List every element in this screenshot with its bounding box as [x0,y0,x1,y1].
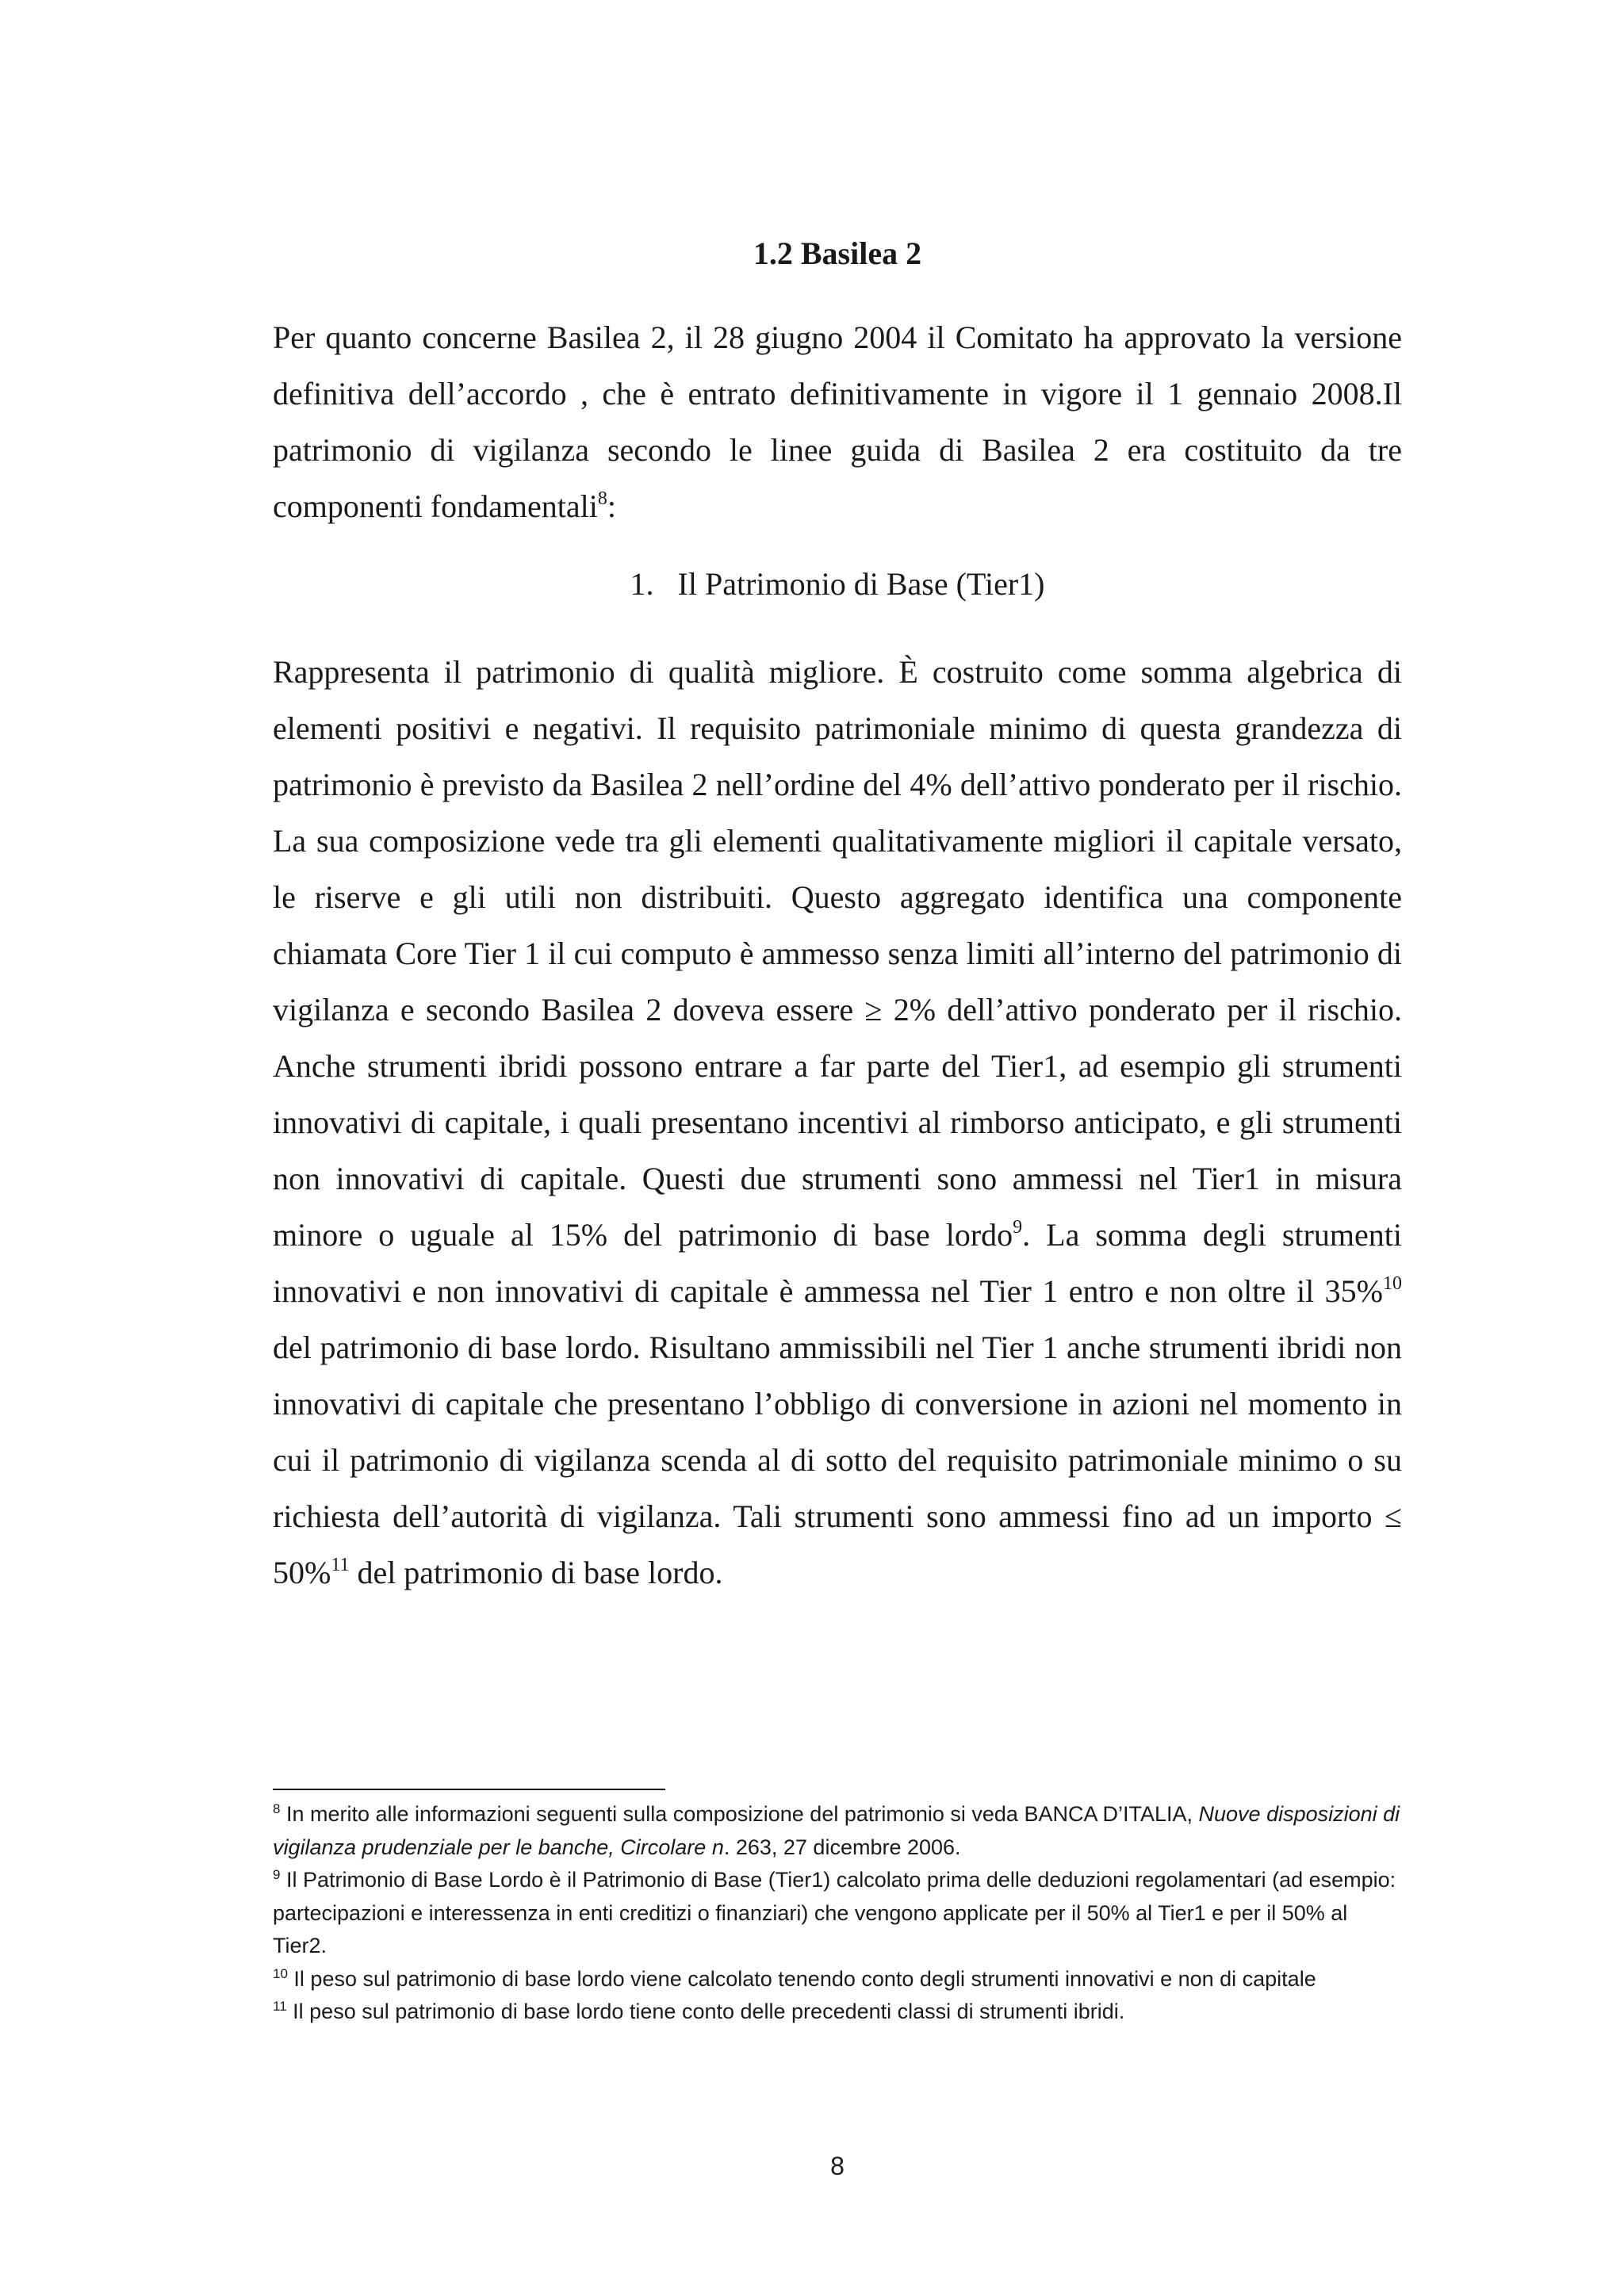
footnote-number: 9 [273,1867,281,1882]
intro-paragraph [273,309,1402,534]
footnote-text: Il peso sul patrimonio di base lordo tiene conto delle precedenti classi di strumenti ibridi. [286,1999,1125,2023]
footnote-ref-9: 9 [1013,1217,1023,1238]
main-paragraph [273,644,1402,1601]
footnote-number: 8 [273,1801,281,1816]
footnote-separator [273,1789,665,1790]
main-text-part3: del patrimonio di base lordo. Risultano ammissibili nel Tier 1 anche strumenti ibridi non innovativi di capitale che presentano l’obbligo di conversione in azioni nel momento in cui il patrimonio di vigilanza scenda al di sotto del requisito patrimoniale minimo o su richiesta dell’autorità di vigilanza. Tali strumenti sono ammessi fino ad un importo ≤ 50% [273,1330,1402,1590]
list-item-number: 1. [630,566,654,602]
main-text-part2: . La somma degli strumenti innovativi e non innovativi di capitale è ammessa nel Tier 1 entro e non oltre il 35% [273,1217,1402,1309]
footnote-number: 11 [273,1999,287,2014]
footnote-11 [273,1996,1402,2029]
footnote-ref-10: 10 [1383,1273,1402,1294]
footnote-8 [273,1798,1402,1864]
list-item-label: Il Patrimonio di Base (Tier1) [677,566,1045,602]
footnote-ref-8: 8 [597,488,607,509]
footnote-text: Il Patrimonio di Base Lordo è il Patrimonio di Base (Tier1) calcolato prima delle deduzioni regolamentari (ad esempio: partecipazioni e interessenza in enti creditizi o finanziari) che vengono applicate per il 50% al Tier1 e per il 50% al Tier2. [273,1868,1396,1957]
document-page [273,0,1402,2296]
footnote-10 [273,1963,1402,1996]
footnote-ref-11: 11 [331,1555,350,1575]
footnote-9 [273,1864,1402,1963]
list-item-tier1 [273,564,1402,605]
footnote-text: In merito alle informazioni seguenti sulla composizione del patrimonio si veda BANCA D’ITALIA, [280,1802,1199,1826]
intro-trailing: : [607,488,617,524]
main-text-part1: Rappresenta il patrimonio di qualità migliore. È costruito come somma algebrica di elementi positivi e negativi. Il requisito patrimoniale minimo di questa grandezza di patrimonio è previsto da Basilea 2 nell’ordine del 4% dell’attivo ponderato per il rischio. La sua composizione vede tra gli elementi qualitativamente migliori il capitale versato, le riserve e gli utili non distribuiti. Questo aggregato identifica una componente chiamata Core Tier 1 il cui computo è ammesso senza limiti all’interno del patrimonio di vigilanza e secondo Basilea 2 doveva essere ≥ 2% dell’attivo ponderato per il rischio. Anche strumenti ibridi possono entrare a far parte del Tier1, ad esempio gli strumenti innovativi di capitale, i quali presentano incentivi al rimborso anticipato, e gli strumenti non innovativi di capitale. Questi due strumenti sono ammessi nel Tier1 in misura minore o uguale al 15% del patrimonio di base lordo [273,654,1402,1253]
page-number: 8 [830,2152,845,2180]
footnote-citation-title: Nuove disposizioni di vigilanza prudenziale per le banche, Circolare n [273,1802,1400,1859]
footnote-text: Il peso sul patrimonio di base lordo viene calcolato tenendo conto degli strumenti innovativi e non di capitale [287,1966,1316,1991]
intro-text: Per quanto concerne Basilea 2, il 28 giugno 2004 il Comitato ha approvato la versione definitiva dell’accordo , che è entrato definitivamente in vigore il 1 gennaio 2008.Il patrimonio di vigilanza secondo le linee guida di Basilea 2 era costituito da tre componenti fondamentali [273,320,1402,524]
footnotes-section [273,1798,1402,2029]
footnote-citation-tail: . 263, 27 dicembre 2006. [723,1835,961,1859]
section-heading: 1.2 Basilea 2 [753,235,922,271]
main-text-part4: del patrimonio di base lordo. [349,1555,723,1590]
footnote-number: 10 [273,1965,288,1981]
